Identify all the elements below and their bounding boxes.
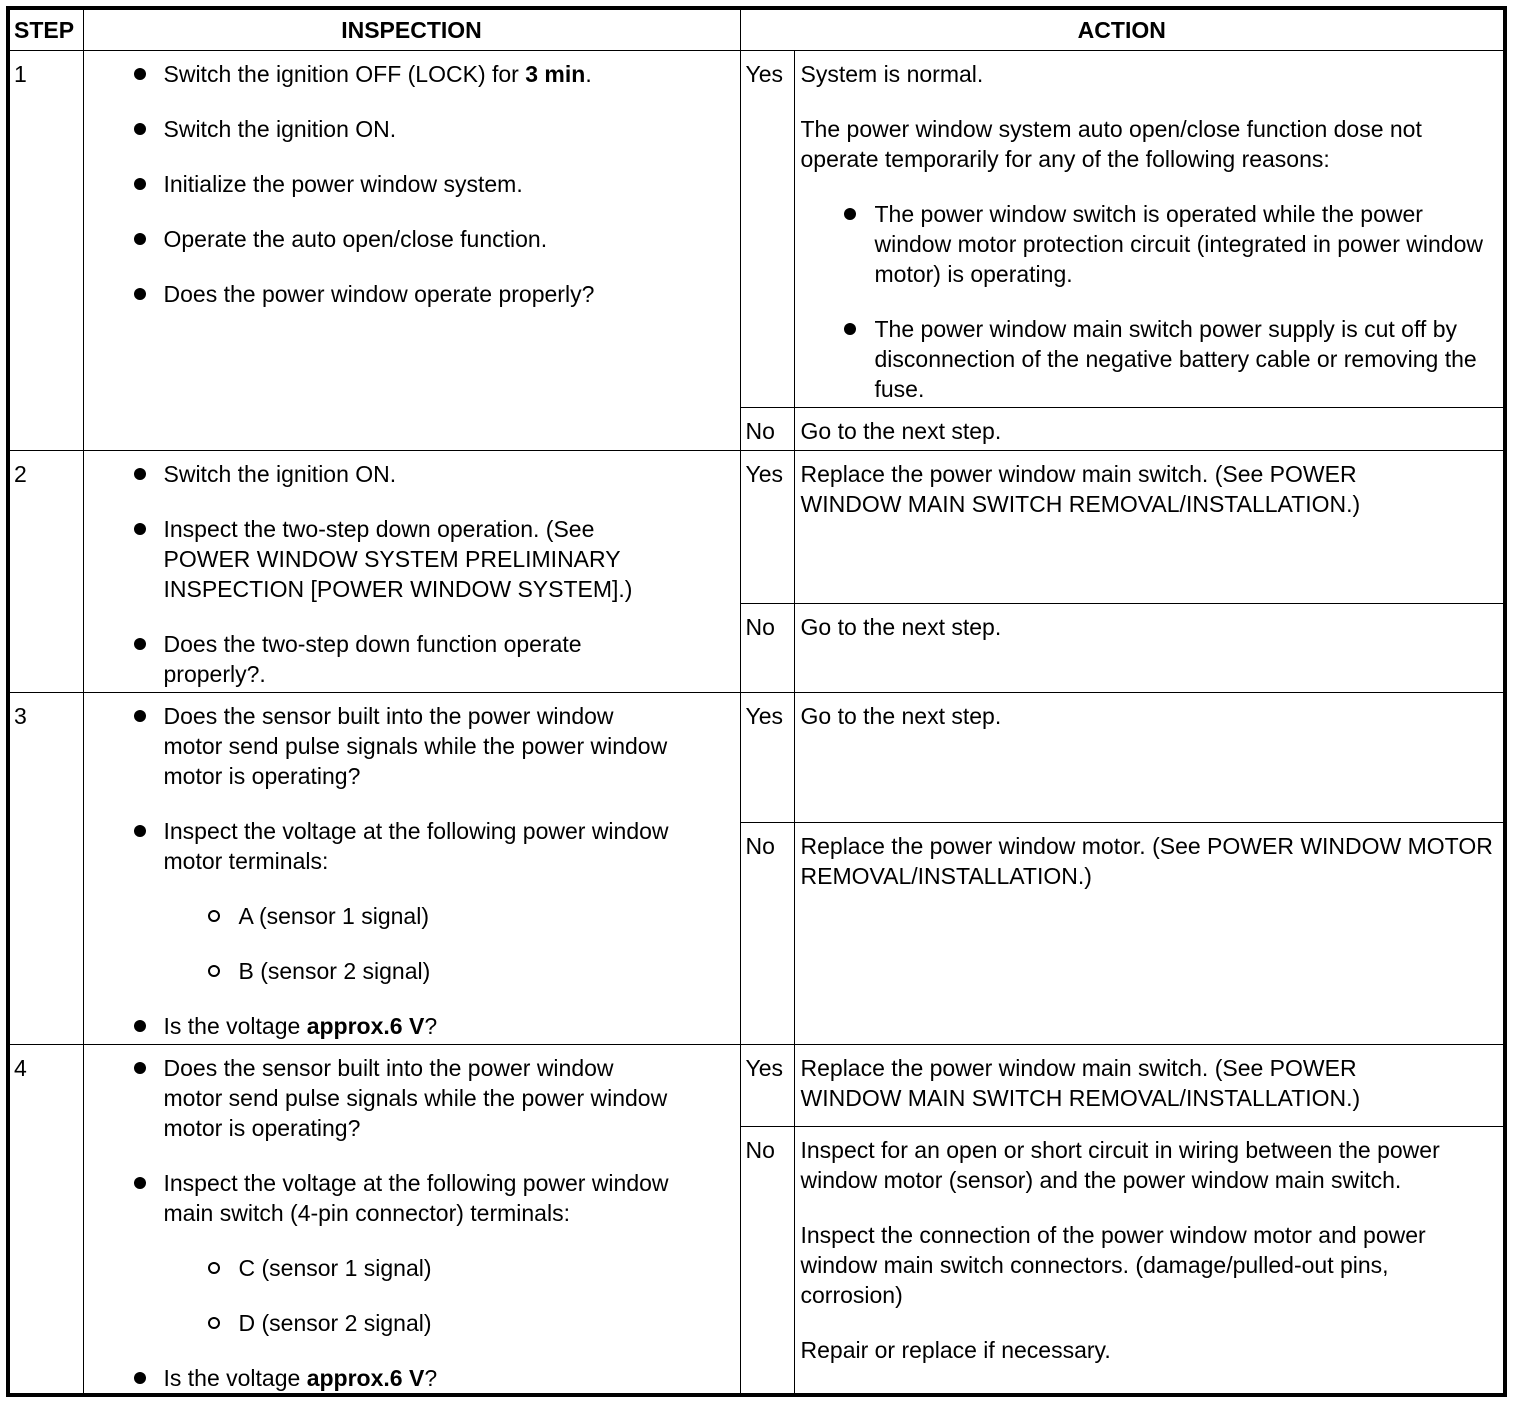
bullet-icon bbox=[844, 208, 856, 220]
step-number: 2 bbox=[8, 451, 83, 693]
bullet-icon bbox=[134, 288, 146, 300]
action-text: Go to the next step. bbox=[800, 703, 1002, 729]
inspection-item: Inspect the voltage at the following power window main switch (4-pin connector) terminals: C (sensor 1 signal) D (sensor 2 signal) bbox=[164, 1168, 720, 1338]
inspection-cell bbox=[83, 693, 740, 1045]
action-text: System is normal. bbox=[800, 61, 984, 87]
step-column-header: STEP bbox=[8, 8, 83, 51]
inspection-column-header: INSPECTION bbox=[83, 8, 740, 51]
no-label: No bbox=[740, 604, 794, 693]
action-text: Go to the next step. bbox=[800, 418, 1002, 444]
action-text: Replace the power window main switch. (See POWER WINDOW MAIN SWITCH REMOVAL/INSTALLATION.) bbox=[800, 461, 1361, 517]
bullet-icon bbox=[134, 523, 146, 535]
action-text: Go to the next step. bbox=[800, 614, 1002, 640]
terminal-item: D (sensor 2 signal) bbox=[239, 1308, 720, 1338]
inspection-cell bbox=[83, 1045, 740, 1396]
inspection-item: Does the two-step down function operate properly?. bbox=[164, 629, 740, 689]
action-bullet-item: The power window switch is operated while the power window motor protection circuit (integrated in power window motor) is operating. bbox=[875, 199, 1498, 289]
action-no-cell bbox=[794, 408, 1505, 451]
bullet-icon bbox=[134, 1062, 146, 1074]
action-no-cell bbox=[794, 604, 1505, 693]
inspection-item: Switch the ignition ON. bbox=[164, 114, 740, 144]
inspection-item: Is the voltage approx.6 V? bbox=[164, 1363, 720, 1393]
circle-bullet-icon bbox=[208, 965, 220, 977]
action-text: Repair or replace if necessary. bbox=[800, 1337, 1111, 1363]
bullet-icon bbox=[134, 1177, 146, 1189]
bullet-icon bbox=[134, 710, 146, 722]
action-yes-cell bbox=[794, 1045, 1505, 1127]
troubleshooting-table bbox=[6, 6, 1507, 1397]
bullet-icon bbox=[134, 825, 146, 837]
inspection-cell bbox=[83, 51, 740, 451]
yes-label: Yes bbox=[740, 693, 794, 823]
action-yes-cell bbox=[794, 693, 1505, 823]
bullet-icon bbox=[134, 1020, 146, 1032]
bullet-icon bbox=[134, 123, 146, 135]
step-number: 1 bbox=[8, 51, 83, 451]
terminal-item: C (sensor 1 signal) bbox=[239, 1253, 720, 1283]
bullet-icon bbox=[134, 638, 146, 650]
bullet-icon bbox=[134, 68, 146, 80]
circle-bullet-icon bbox=[208, 1262, 220, 1274]
inspection-cell bbox=[83, 451, 740, 693]
step-number: 3 bbox=[8, 693, 83, 1045]
bullet-icon bbox=[134, 1372, 146, 1384]
inspection-item: Is the voltage approx.6 V? bbox=[164, 1011, 670, 1041]
no-label: No bbox=[740, 823, 794, 1045]
inspection-item: Inspect the voltage at the following power window motor terminals: A (sensor 1 signal) B (sensor 2 signal) bbox=[164, 816, 670, 986]
action-yes-cell bbox=[794, 451, 1505, 604]
inspection-item: Initialize the power window system. bbox=[164, 169, 740, 199]
circle-bullet-icon bbox=[208, 910, 220, 922]
bullet-icon bbox=[134, 233, 146, 245]
yes-label: Yes bbox=[740, 51, 794, 408]
inspection-item: Switch the ignition OFF (LOCK) for 3 min. bbox=[164, 59, 740, 89]
action-no-cell bbox=[794, 823, 1505, 1045]
no-label: No bbox=[740, 1127, 794, 1396]
inspection-item: Switch the ignition ON. bbox=[164, 459, 740, 489]
terminal-item: A (sensor 1 signal) bbox=[239, 901, 670, 931]
inspection-item: Inspect the two-step down operation. (See POWER WINDOW SYSTEM PRELIMINARY INSPECTION [POWER WINDOW SYSTEM].) bbox=[164, 514, 740, 604]
step-1-yes-row bbox=[8, 51, 1505, 408]
action-text: Inspect for an open or short circuit in wiring between the power window motor (sensor) and the power window main switch. bbox=[800, 1137, 1440, 1193]
step-3-yes-row bbox=[8, 693, 1505, 823]
action-yes-cell bbox=[794, 51, 1505, 408]
bullet-icon bbox=[134, 178, 146, 190]
yes-label: Yes bbox=[740, 1045, 794, 1127]
inspection-item: Operate the auto open/close function. bbox=[164, 224, 740, 254]
step-4-yes-row bbox=[8, 1045, 1505, 1127]
action-bullet-item: The power window main switch power supply is cut off by disconnection of the negative battery cable or removing the fuse. bbox=[875, 314, 1498, 404]
step-2-yes-row bbox=[8, 451, 1505, 604]
action-column-header: ACTION bbox=[740, 8, 1505, 51]
step-number: 4 bbox=[8, 1045, 83, 1396]
inspection-item: Does the sensor built into the power window motor send pulse signals while the power window motor is operating? bbox=[164, 701, 670, 791]
action-text: Replace the power window main switch. (See POWER WINDOW MAIN SWITCH REMOVAL/INSTALLATION.) bbox=[800, 1055, 1361, 1111]
header-row bbox=[8, 8, 1505, 51]
terminal-item: B (sensor 2 signal) bbox=[239, 956, 670, 986]
bullet-icon bbox=[134, 468, 146, 480]
circle-bullet-icon bbox=[208, 1317, 220, 1329]
bullet-icon bbox=[844, 323, 856, 335]
action-no-cell bbox=[794, 1127, 1505, 1396]
action-text: The power window system auto open/close function dose not operate temporarily for any of the following reasons: bbox=[800, 116, 1422, 172]
yes-label: Yes bbox=[740, 451, 794, 604]
no-label: No bbox=[740, 408, 794, 451]
inspection-item: Does the sensor built into the power window motor send pulse signals while the power window motor is operating? bbox=[164, 1053, 720, 1143]
action-text: Inspect the connection of the power window motor and power window main switch connectors. (damage/pulled-out pins, corrosion) bbox=[800, 1222, 1426, 1308]
inspection-item: Does the power window operate properly? bbox=[164, 279, 740, 309]
action-text: Replace the power window motor. (See POWER WINDOW MOTOR REMOVAL/INSTALLATION.) bbox=[800, 833, 1493, 889]
